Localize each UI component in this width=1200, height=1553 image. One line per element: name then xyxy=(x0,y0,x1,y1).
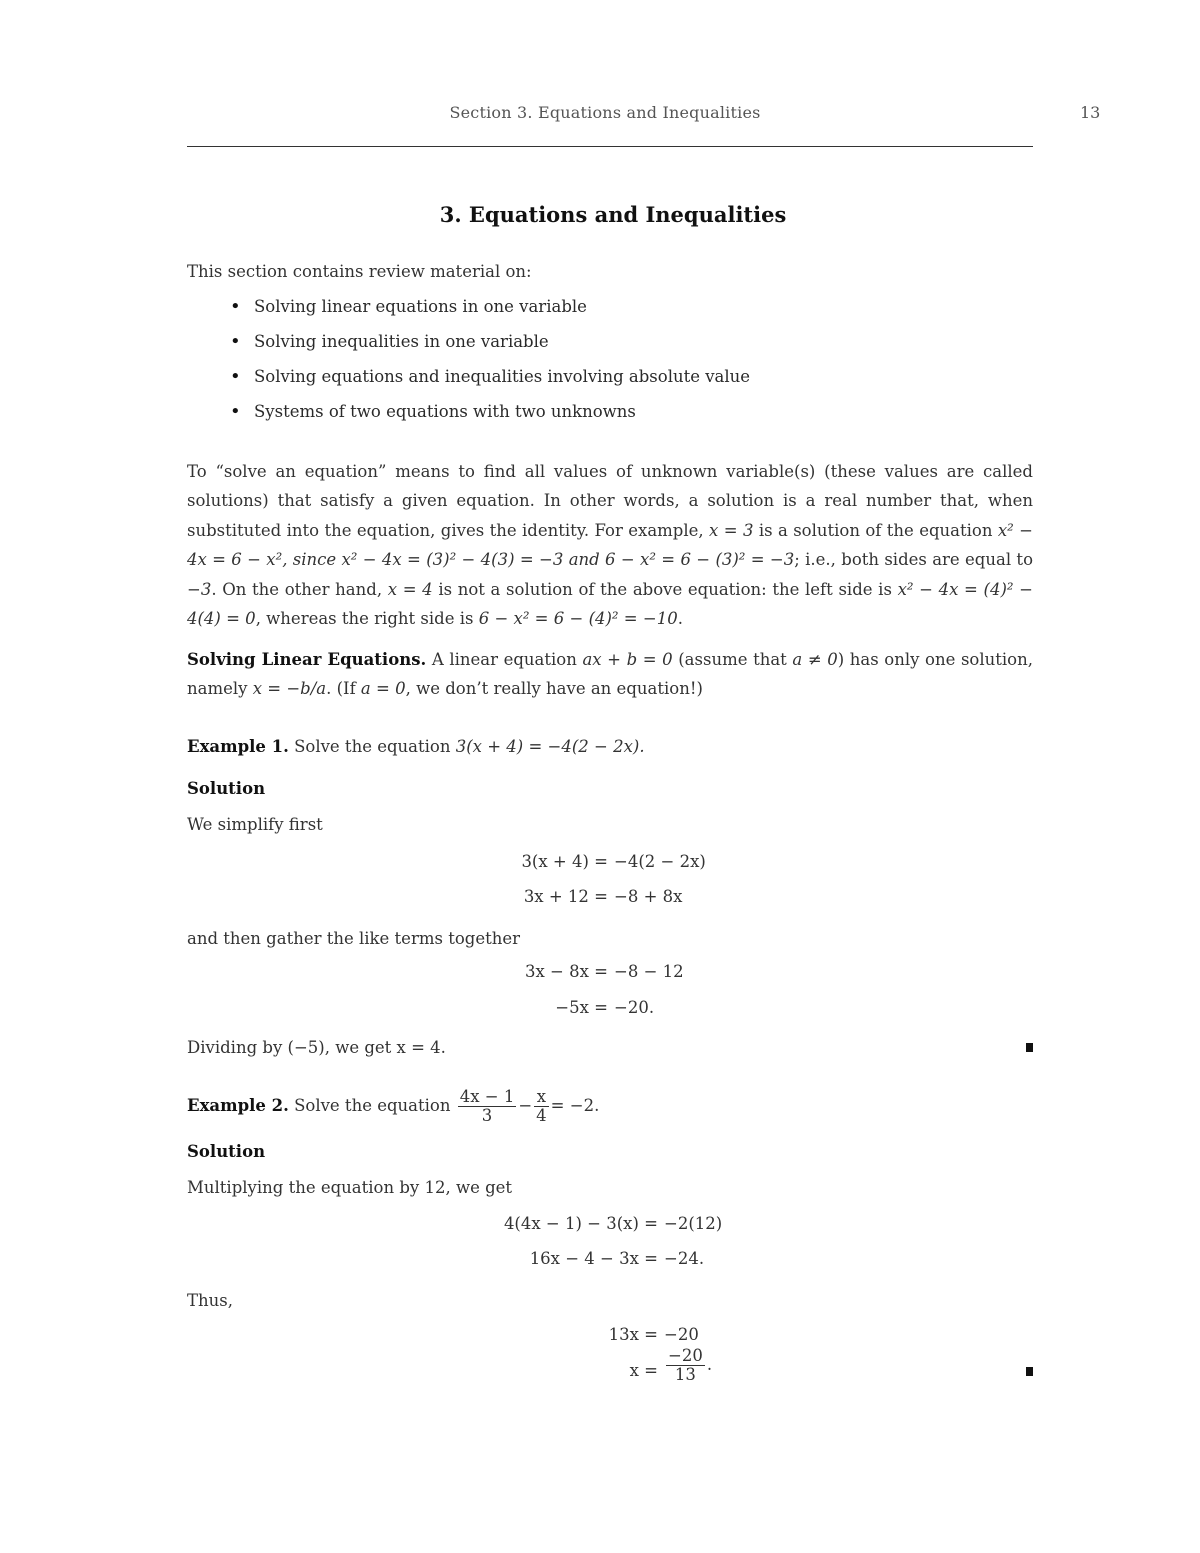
header-rule xyxy=(187,146,1033,147)
paragraph-linear-equations: Solving Linear Equations. A linear equation ax + b = 0 (assume that a ≠ 0) has only one solution, namely x = −b/a. (If a = 0, we don’t really have an equation!) xyxy=(187,650,1033,699)
solution-step-text: Thus, xyxy=(187,1291,233,1310)
example-1-statement: Example 1. Solve the equation 3(x + 4) = −4(2 − 2x). xyxy=(187,737,645,756)
page-number: 13 xyxy=(1080,103,1101,122)
fraction: $\frac{-20}{13}$ xyxy=(668,1346,703,1384)
math-inline: x = −b/a xyxy=(252,679,327,699)
math-inline: −3 xyxy=(187,579,212,599)
math-inline: 6 − x² = 6 − (4)² = −10 xyxy=(478,609,678,629)
solution-heading: Solution xyxy=(187,779,266,798)
paragraph-solve-equation: To “solve an equation” means to find all values of unknown variable(s) (these values are called solutions) that satisfy a given equation. In other words, a solution is a real number that, when substituted into the equation, gives the identity. For example, x = 3 is a solution of the equation x² − 4x = 6 − x², since x² − 4x = (3)² − 4(3) = −3 and 6 − x² = 6 − (3)² = −3; i.e., both sides are equal to −3. On the other hand, x = 4 is not a solution of the above equation: the left side is x² − 4x = (4)² − 4(4) = 0, whereas the right side is 6 − x² = 6 − (4)² = −10. xyxy=(187,462,1033,629)
intro-text: This section contains review material on: xyxy=(187,262,532,281)
running-header: Section 3. Equations and Inequalities xyxy=(449,103,761,122)
math-inline: a = 0 xyxy=(360,679,406,699)
solution-step-text: We simplify first xyxy=(187,815,323,834)
math-inline: x² − 4x = 6 − x², since x² − 4x = (3)² − 4(3) = −3 and 6 − x² = 6 − (3)² = −3 xyxy=(187,520,1033,570)
list-item: • Systems of two equations with two unknowns xyxy=(230,397,750,432)
qed-mark xyxy=(1026,1367,1033,1376)
solution-conclusion: Dividing by (−5), we get x = 4. xyxy=(187,1038,446,1057)
section-title: 3. Equations and Inequalities xyxy=(439,202,787,227)
paragraph-heading: Solving Linear Equations. xyxy=(187,650,427,669)
fraction: $\frac{x}{4}$ xyxy=(536,1087,547,1125)
qed-mark xyxy=(1026,1043,1033,1052)
list-item: • Solving equations and inequalities involving absolute value xyxy=(230,362,750,397)
solution-step-text: and then gather the like terms together xyxy=(187,929,520,948)
solution-heading: Solution xyxy=(187,1142,266,1161)
list-item: • Solving linear equations in one variable xyxy=(230,292,750,327)
math-inline: x = 4 xyxy=(387,579,433,599)
math-inline: 3(x + 4) = −4(2 − 2x). xyxy=(455,737,645,756)
math-inline: x = 3 xyxy=(709,520,754,540)
example-label: Example 1. xyxy=(187,737,289,756)
example-label: Example 2. xyxy=(187,1096,289,1115)
example-2-statement: Example 2. Solve the equation $\frac{4x - 1}{3}$ − $\frac{x}{4}$ = −2. xyxy=(187,1087,600,1125)
solution-step-text: Multiplying the equation by 12, we get xyxy=(187,1178,513,1197)
math-inline: x² − 4x = (4)² − 4(4) = 0 xyxy=(187,579,1033,629)
math-inline: a ≠ 0 xyxy=(792,650,838,669)
list-item: • Solving inequalities in one variable xyxy=(230,327,750,362)
fraction: $\frac{4x - 1}{3}$ xyxy=(459,1087,515,1125)
topic-list xyxy=(230,292,750,432)
math-inline: ax + b = 0 xyxy=(582,650,673,669)
